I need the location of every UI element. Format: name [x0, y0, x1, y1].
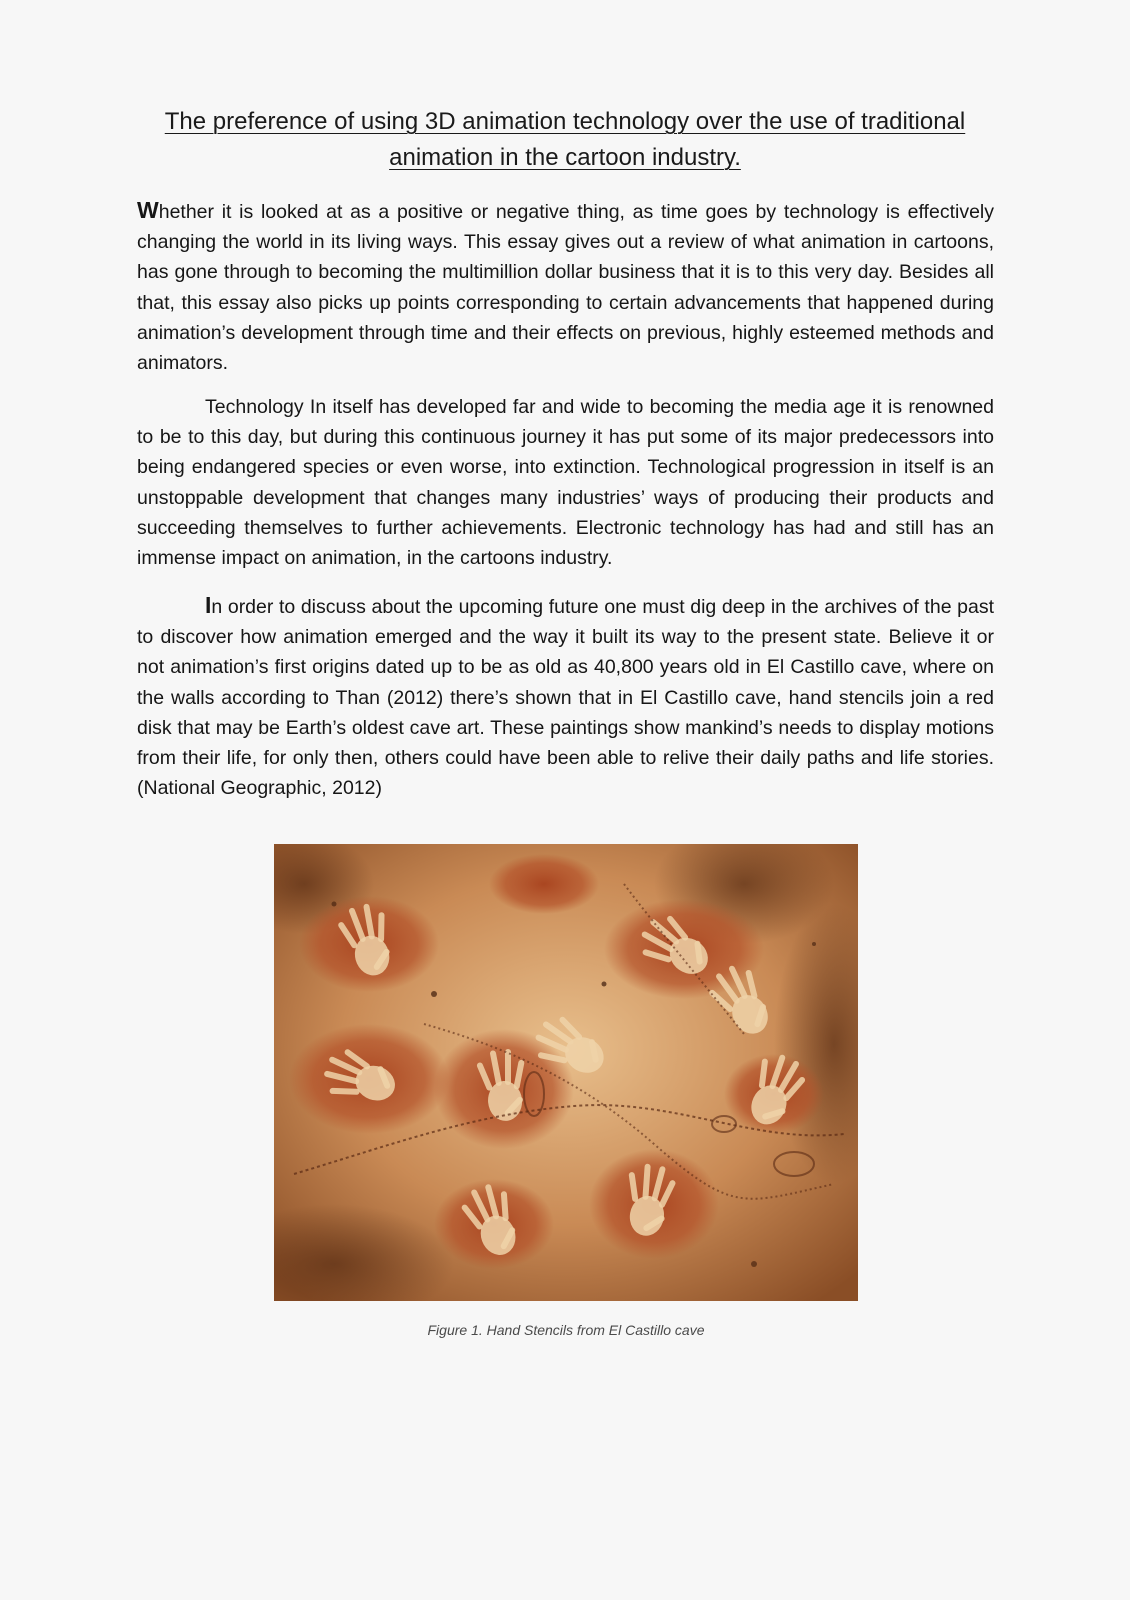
- title-line-1: The preference of using 3D animation technology over the use of traditional: [164, 108, 966, 135]
- paragraph-introduction: [137, 195, 994, 378]
- paragraph-text: Technology In itself has developed far and wide to becoming the media age it is renowned to be to this day, but during this continuous journey it has put some of its major predecessors into being endangered species or even worse, into extinction. Technological progression in itself is an unstoppable development that changes many industries’ ways of producing their products and succeeding themselves to further achievements. Electronic technology has had and still has an immense impact on animation, in the cartoons industry.: [137, 396, 994, 570]
- paragraph-text: hether it is looked at as a positive or negative thing, as time goes by technology is effectively changing the world in its living ways. This essay gives out a review of what animation in cartoons, has gone through to becoming the multimillion dollar business that it is to this very day. Besides all that, this essay also picks up points corresponding to certain advancements that happened during animation’s development through time and their effects on previous, highly esteemed methods and animators.: [137, 201, 994, 375]
- cave-painting-figure: [274, 844, 858, 1301]
- drop-cap-letter: I: [205, 592, 212, 618]
- paragraph-technology: [137, 392, 994, 573]
- paragraph-origins: [137, 590, 994, 803]
- paragraph-text: n order to discuss about the upcoming future one must dig deep in the archives of the past to discover how animation emerged and the way it built its way to the present state. Believe it or not animation’s first origins dated up to be as old as 40,800 years old in El Castillo cave, where on the walls according to Than (2012) there’s shown that in El Castillo cave, hand stencils join a red disk that may be Earth’s oldest cave art. These paintings show mankind’s needs to display motions from their life, for only then, others could have been able to relive their daily paths and life stories. (National Geographic, 2012): [137, 596, 994, 800]
- title-line-2: animation in the cartoon industry.: [389, 144, 741, 171]
- drop-cap-letter: W: [137, 197, 159, 223]
- document-title: [130, 104, 1000, 176]
- figure-caption: Figure 1. Hand Stencils from El Castillo cave: [427, 1322, 705, 1338]
- hand-stencils-image: [274, 844, 858, 1301]
